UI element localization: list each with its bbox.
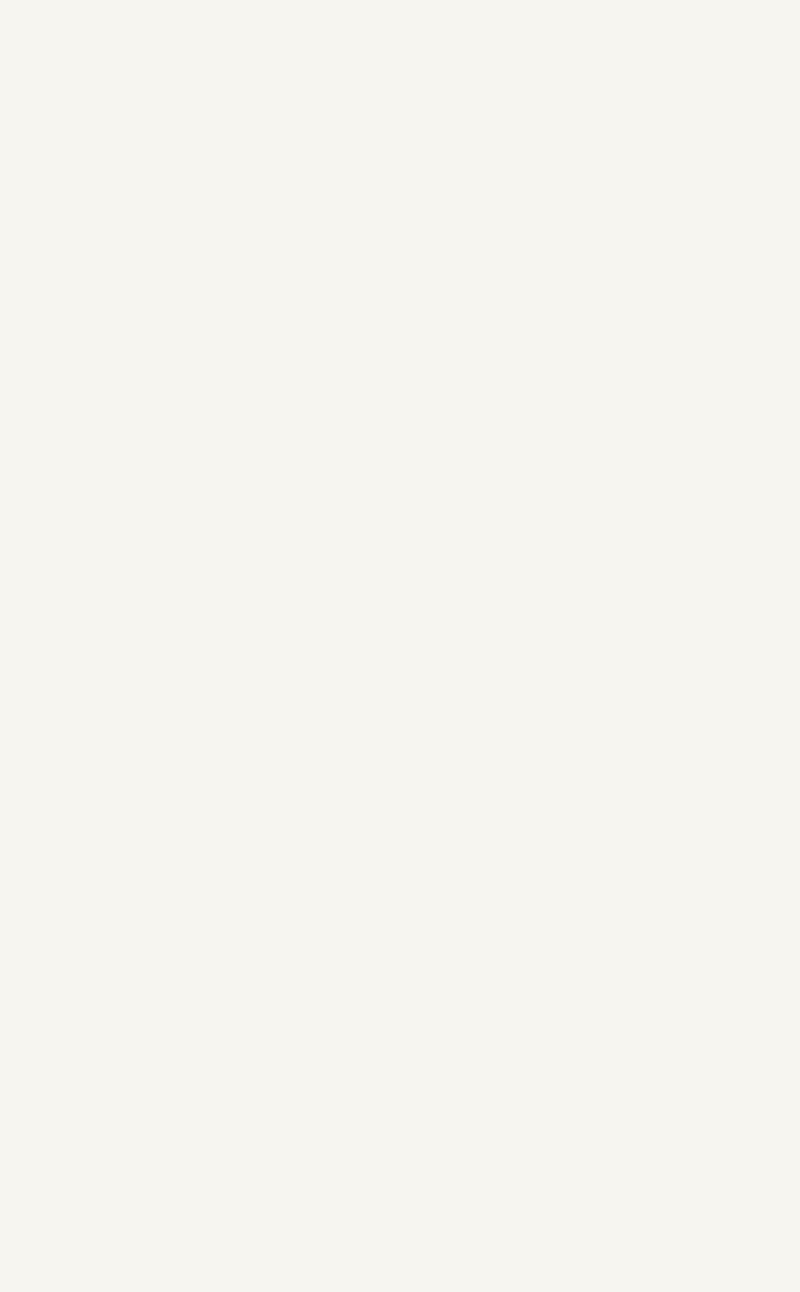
index-content [52, 109, 742, 178]
school-mo-heading [52, 132, 742, 155]
tables-heading [52, 109, 742, 132]
dentist-heading [52, 155, 742, 178]
